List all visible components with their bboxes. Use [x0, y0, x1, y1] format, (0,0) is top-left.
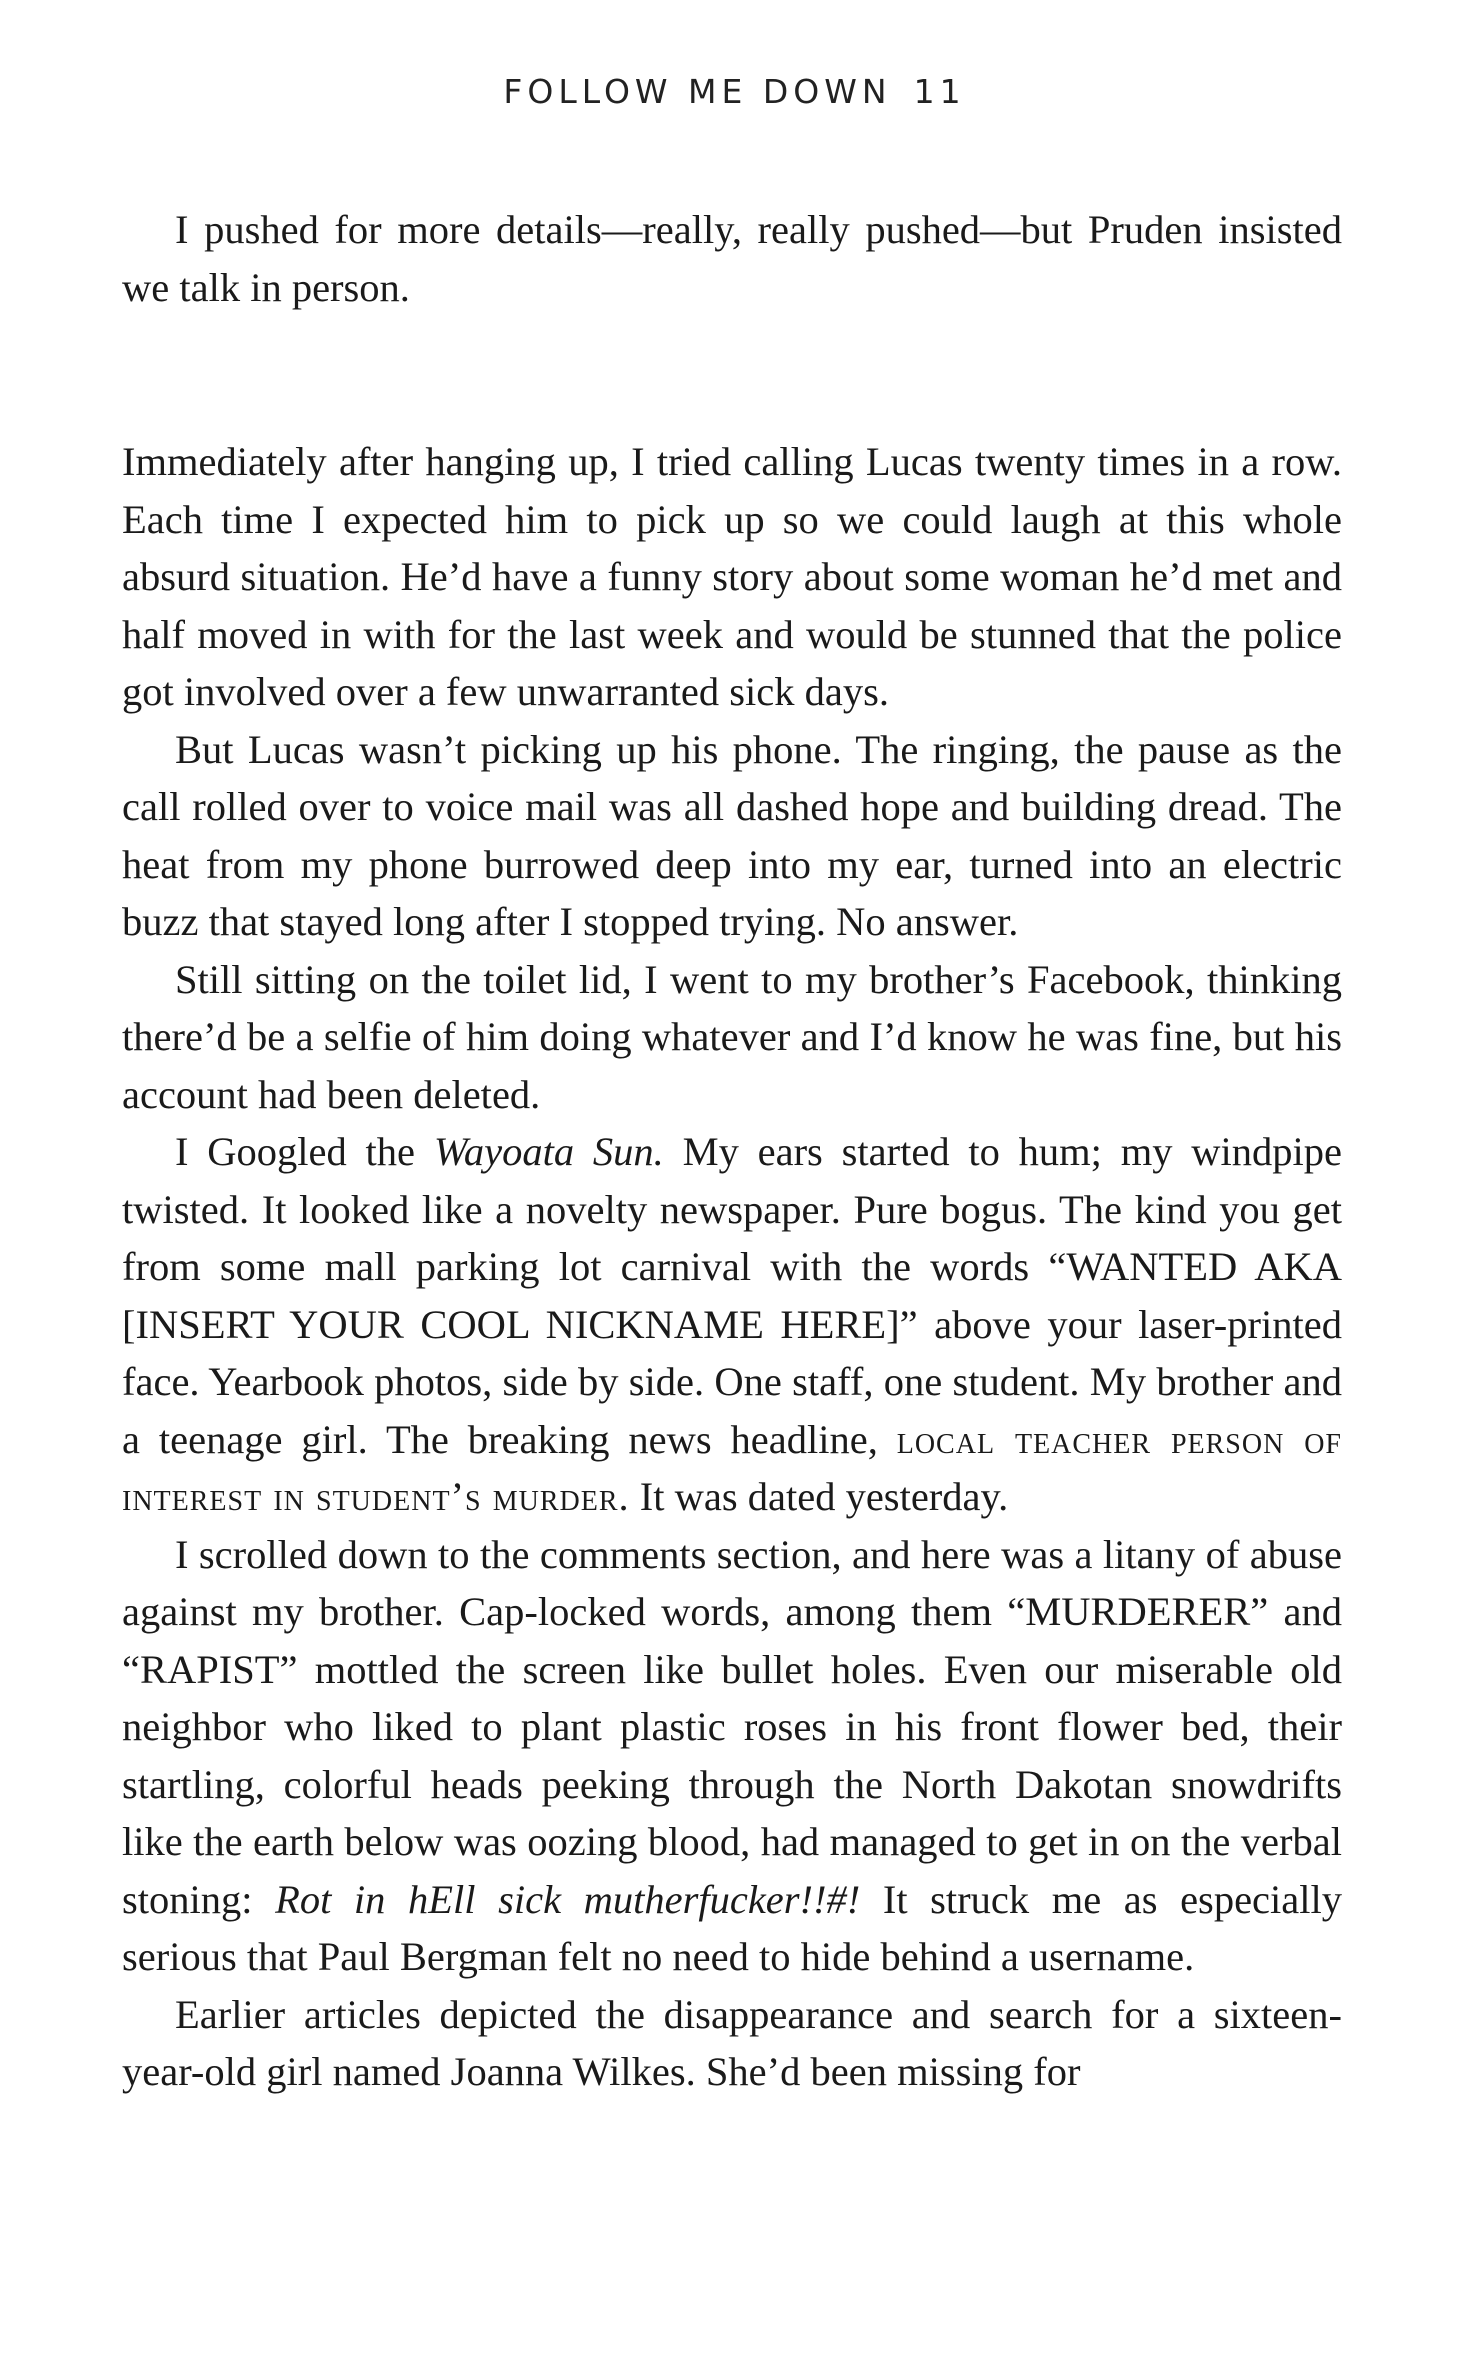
text-run: It struck me as especially serious that Paul Bergman felt no need to hide behind a username. [122, 1876, 1342, 1979]
newspaper-name: Wayoata Sun. [433, 1129, 664, 1174]
paragraph: Immediately after hanging up, I tried calling Lucas twenty times in a row. Each time I expected him to pick up so we could laugh at this whole absurd situation. He’d have a funny story about some woman he’d met and half moved in with for the last week and would be stunned that the police got involved over a few unwarranted sick days. [122, 439, 1342, 714]
text-block-2 [122, 433, 1342, 2101]
text-run: I Googled the [175, 1129, 434, 1174]
paragraph: Still sitting on the toilet lid, I went to my brother’s Facebook, thinking there’d be a selfie of him doing whatever and I’d know he was fine, but his account had been deleted. [122, 956, 1342, 1117]
quoted-comment: Rot in hEll sick mutherfucker!!#! [275, 1876, 861, 1922]
paragraph: I pushed for more details—really, really pushed—but Pruden insisted we talk in person. [122, 207, 1342, 310]
text-run: My ears started to hum; my windpipe twisted. It looked like a novelty newspaper. Pure bogus. The kind you get from some mall parking lot carnival with the words “WANTED AKA [INSERT YOUR COOL NICKNAME HERE]” above your laser-printed face. Yearbook photos, side by side. One staff, one student. My brother and a teenage girl. The breaking news headline, [122, 1129, 1342, 1462]
running-head [0, 72, 1469, 111]
page-number: 11 [913, 72, 966, 111]
text-run: I scrolled down to the comments section, and here was a litany of abuse against my brother. Cap-locked words, among them “MURDERER” and “RAPIST” mottled the screen like bullet holes. Even our miserable old neighbor who liked to plant plastic roses in his front flower bed, their startling, colorful heads peeking through the North Dakotan snowdrifts like the earth below was oozing blood, had managed to get in on the verbal stoning: [122, 1531, 1342, 1922]
paragraph [122, 1123, 1342, 1526]
text-run: It was dated yesterday. [629, 1474, 1009, 1519]
book-title: FOLLOW ME DOWN [503, 72, 892, 111]
paragraph: Earlier articles depicted the disappearance and search for a sixteen-year-old girl named Joanna Wilkes. She’d been missing for [122, 1991, 1342, 2094]
paragraph [122, 1526, 1342, 1986]
news-headline: local teacher person of interest in student’s murder. [122, 1416, 1343, 1519]
paragraph: But Lucas wasn’t picking up his phone. The ringing, the pause as the call rolled over to voice mail was all dashed hope and building dread. The heat from my phone burrowed deep into my ear, turned into an electric buzz that stayed long after I stopped trying. No answer. [122, 726, 1342, 944]
text-block-1 [122, 201, 1342, 316]
